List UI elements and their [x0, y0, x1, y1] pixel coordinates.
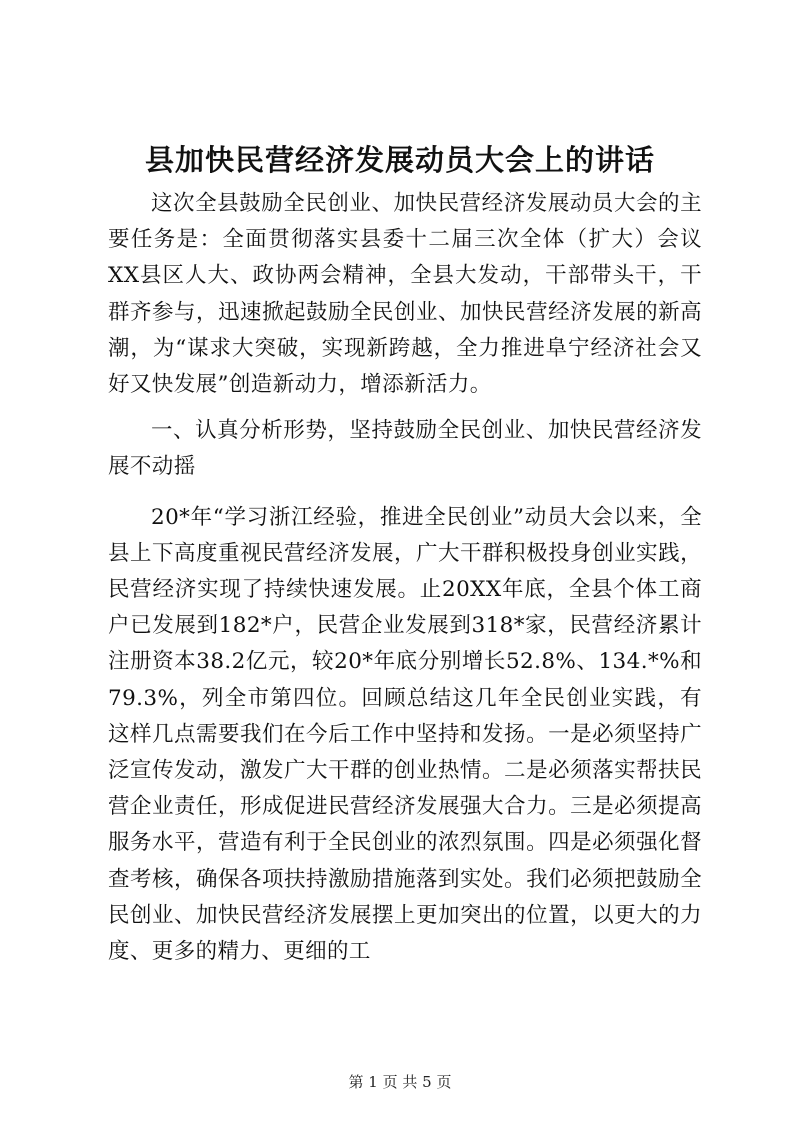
- document-title: 县加快民营经济发展动员大会上的讲话: [144, 143, 655, 177]
- page-number-footer: 第 1 页 共 5 页: [348, 1073, 452, 1091]
- paragraph-spacer: [108, 403, 702, 413]
- intro-paragraph: 这次全县鼓励全民创业、加快民营经济发展动员大会的主要任务是：全面贯彻落实县委十二届三次全体（扩大）会议XX县区人大、政协两会精神，全县大发动，干部带头干，干群齐参与，迅速掀起鼓励全民创业、加快民营经济发展的新高潮，为“谋求大突破，实现新跨越，全力推进阜宁经济社会又好又快发展”创造新动力，增添新活力。: [108, 191, 702, 398]
- body-paragraph: 20*年“学习浙江经验，推进全民创业”动员大会以来，全县上下高度重视民营经济发展，广大干群积极投身创业实践，民营经济实现了持续快速发展。止20XX年底，全县个体工商户已发展到182*户，民营企业发展到318*家，民营经济累计注册资本38.2亿元，较20*年底分别增长52.8%、134.*%和79.3%，列全市第四位。回顾总结这几年全民创业实践，有这样几点需要我们在今后工作中坚持和发扬。一是必须坚持广泛宣传发动，激发广大干群的创业热情。二是必须落实帮扶民营企业责任，形成促进民营经济发展强大合力。三是必须提高服务水平，营造有利于全民创业的浓烈氛围。四是必须强化督查考核，确保各项扶持激励措施落到实处。我们必须把鼓励全民创业、加快民营经济发展摆上更加突出的位置，以更大的力度、更多的精力、更细的工: [108, 504, 702, 965]
- document-body: [108, 186, 702, 970]
- section-heading-1: 一、认真分析形势，坚持鼓励全民创业、加快民营经济发展不动摇: [108, 418, 702, 480]
- paragraph-spacer: [108, 486, 702, 500]
